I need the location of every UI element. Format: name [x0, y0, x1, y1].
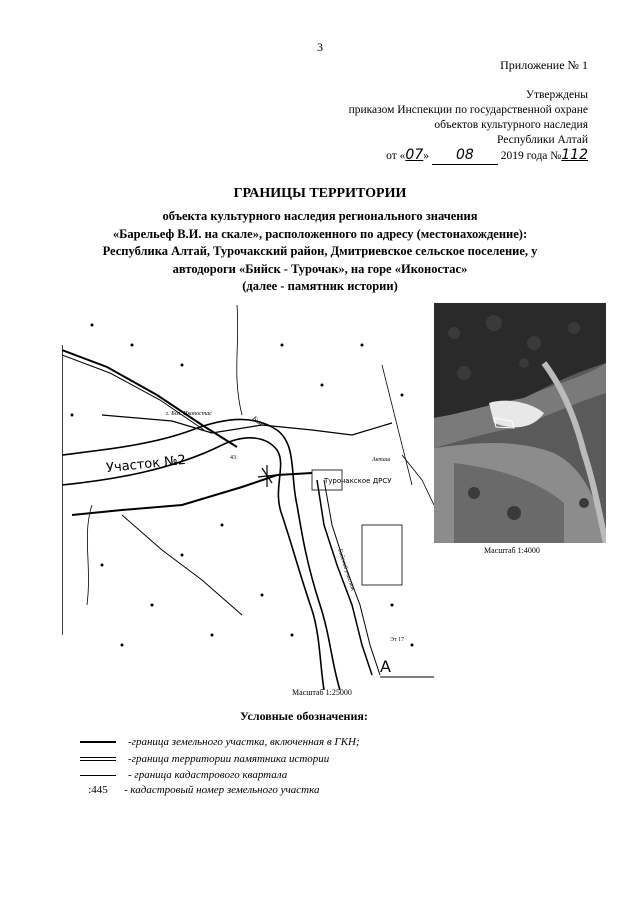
- legend-text: -граница земельного участка, включенная в ГКН;: [128, 736, 360, 748]
- approval-line-1: Утверждены: [525, 89, 588, 101]
- title-heading: ГРАНИЦЫ ТЕРРИТОРИИ: [233, 186, 407, 201]
- page-number: 3: [317, 40, 323, 54]
- plot-label: Участок №2: [105, 452, 187, 477]
- legend-text: -граница территории памятника истории: [128, 753, 330, 765]
- satellite-drawing: [434, 303, 606, 543]
- approval-line-3: объектов культурного наследия: [434, 119, 588, 131]
- title-line-2: «Барельеф В.И. на скале», расположенного по адресу (местонахождение):: [112, 226, 528, 241]
- satellite-image: [434, 303, 606, 543]
- document-title: [40, 186, 600, 296]
- legend-item-territory: [80, 753, 329, 765]
- approval-line-4: Республики Алтай: [496, 134, 588, 146]
- date-month-field: [432, 148, 498, 165]
- legend-item-parcel: [80, 736, 360, 748]
- approval-block: [349, 88, 588, 165]
- title-line-4: автодороги «Бийск - Турочак», на горе «Иконостас»: [172, 261, 468, 276]
- legend-text: - кадастровый номер земельного участка: [124, 784, 320, 796]
- title-line-5: (далее - памятник истории): [242, 279, 398, 293]
- thin-line-symbol: [80, 775, 116, 776]
- village-label: Турочакское ДРСУ: [324, 477, 392, 485]
- date-year: 2019 года №: [500, 150, 562, 162]
- legend-item-quarter: [80, 769, 287, 781]
- legend-item-cadastral-number: [76, 784, 320, 796]
- legend-text: - граница кадастрового квартала: [128, 769, 288, 781]
- marker-a-label: А: [380, 657, 391, 676]
- map-scale-caption: Масштаб 1:25000: [292, 688, 352, 697]
- double-line-symbol: [80, 757, 116, 761]
- date-prefix: от «: [386, 150, 406, 162]
- mountain-label: г. Бол. Иконостас: [166, 411, 212, 417]
- survey-number-label: 43: [230, 455, 236, 461]
- date-number: 112: [561, 147, 588, 163]
- road-label: Бийский участок: [336, 548, 356, 592]
- topographic-map: [62, 305, 434, 690]
- title-line-1: объекта культурного наследия регионального значения: [162, 209, 478, 223]
- height-label: Эт 17: [390, 637, 405, 643]
- map-drawing: [62, 305, 434, 690]
- river-label: Бия: [250, 414, 265, 428]
- thick-line-symbol: [80, 741, 116, 743]
- date-mid: »: [423, 150, 429, 162]
- cadastral-code: :445: [88, 784, 108, 796]
- satellite-scale-caption: Масштаб 1:4000: [484, 546, 540, 555]
- creek-label: Акташ: [372, 457, 391, 463]
- date-day: 07: [405, 147, 424, 163]
- legend-title: Условные обозначения:: [240, 709, 368, 723]
- approval-line-2: приказом Инспекции по государственной охране: [348, 104, 588, 116]
- title-line-3: Республика Алтай, Турочакский район, Дмитриевское сельское поселение, у: [102, 244, 538, 258]
- appendix-label: Приложение № 1: [500, 58, 588, 72]
- date-month: 08: [455, 147, 474, 163]
- approval-date: [386, 148, 588, 165]
